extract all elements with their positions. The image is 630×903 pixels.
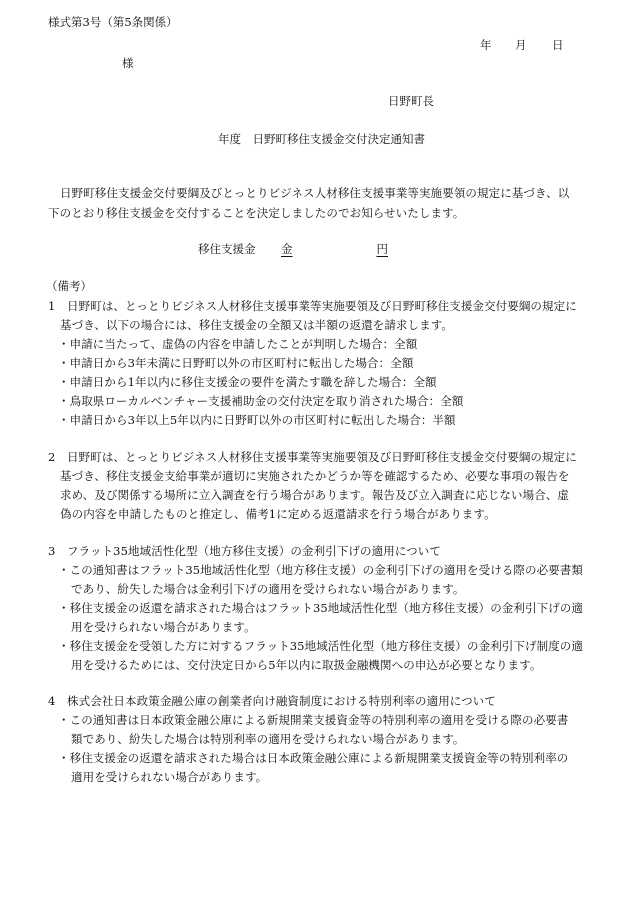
note-1-bullet: ・申請日から3年以上5年以内に日野町以外の市区町村に転出した場合：半額 [58,413,456,427]
note-1-bullet: ・申請に当たって、虚偽の内容を申請したことが判明した場合：全額 [58,337,418,351]
date-day-label: 日 [552,38,564,52]
note-2-line-2: 基づき、移住支援金支給事業が適切に実施されたかどうか等を確認するため、必要な事項の報告を [60,469,570,483]
note-3-bullet-2-line-1: ・移住支援金の返還を請求された場合はフラット35地域活性化型（地方移住支援）の金利引下げの適 [58,601,583,615]
amount-prefix: 金 [281,242,293,256]
note-3-bullet-2-line-2: 用を受けられない場合があります。 [71,620,256,634]
note-3-bullet-1-line-1: ・この通知書はフラット35地域活性化型（地方移住支援）の金利引下げの適用を受ける際の必要書類 [58,563,583,577]
note-2-line-4: 偽の内容を申請したものと推定し、備考1に定める返還請求を行う場合があります。 [60,507,496,521]
note-4-heading: 4 株式会社日本政策金融公庫の創業者向け融資制度における特別利率の適用について [48,694,496,708]
note-4-bullet-1-line-2: 類であり、紛失した場合は特別利率の適用を受けられない場合があります。 [71,732,465,746]
note-1-line-1: 1 日野町は、とっとりビジネス人材移住支援事業等実施要領及び日野町移住支援金交付要綱の規定に [48,299,577,313]
note-2-line-3: 求め、及び関係する場所に立入調査を行う場合があります。報告及び立入調査に応じない場合、虚 [60,488,570,502]
note-3-heading: 3 フラット35地域活性化型（地方移住支援）の金利引下げの適用について [48,544,441,558]
date-year-label: 年 [480,38,492,52]
form-number: 様式第3号（第5条関係） [48,15,178,29]
note-1-bullet: ・申請日から1年以内に移住支援金の要件を満たす職を辞した場合：全額 [58,375,437,389]
note-3-bullet-1-line-2: であり、紛失した場合は金利引下げの適用を受けられない場合があります。 [71,582,465,596]
note-4-bullet-1-line-1: ・この通知書は日本政策金融公庫による新規開業支援資金等の特別利率の適用を受ける際の必要書 [58,713,569,727]
note-1-bullet: ・鳥取県ローカルベンチャー支援補助金の交付決定を取り消された場合：全額 [58,394,464,408]
issuer-name: 日野町長 [388,94,434,108]
note-3-bullet-3-line-2: 用を受けるためには、交付決定日から5年以内に取扱金融機関への申込が必要となります。 [71,658,542,672]
amount-suffix: 円 [376,242,388,256]
note-3-bullet-3-line-1: ・移住支援金を受領した方に対するフラット35地域活性化型（地方移住支援）の金利引下げ制度の適 [58,639,583,653]
intro-line-1: 日野町移住支援金交付要綱及びとっとりビジネス人材移住支援事業等実施要領の規定に基づき、以 [60,186,570,200]
addressee-suffix: 様 [122,56,134,70]
note-4-bullet-2-line-2: 適用を受けられない場合があります。 [71,770,268,784]
note-1-bullet: ・申請日から3年未満に日野町以外の市区町村に転出した場合：全額 [58,356,414,370]
amount-label: 移住支援金 [198,242,256,256]
date-month-label: 月 [515,38,527,52]
note-1-line-2: 基づき、以下の場合には、移住支援金の全額又は半額の返還を請求します。 [60,318,454,332]
note-2-line-1: 2 日野町は、とっとりビジネス人材移住支援事業等実施要領及び日野町移住支援金交付要綱の規定に [48,450,577,464]
intro-line-2: 下のとおり移住支援金を交付することを決定しましたのでお知らせいたします。 [48,206,465,220]
notes-heading: （備考） [46,279,92,293]
document-title: 年度 日野町移住支援金交付決定通知書 [218,132,425,146]
amount-value-field [281,241,397,257]
note-4-bullet-2-line-1: ・移住支援金の返還を請求された場合は日本政策金融公庫による新規開業支援資金等の特別利率の [58,751,569,765]
